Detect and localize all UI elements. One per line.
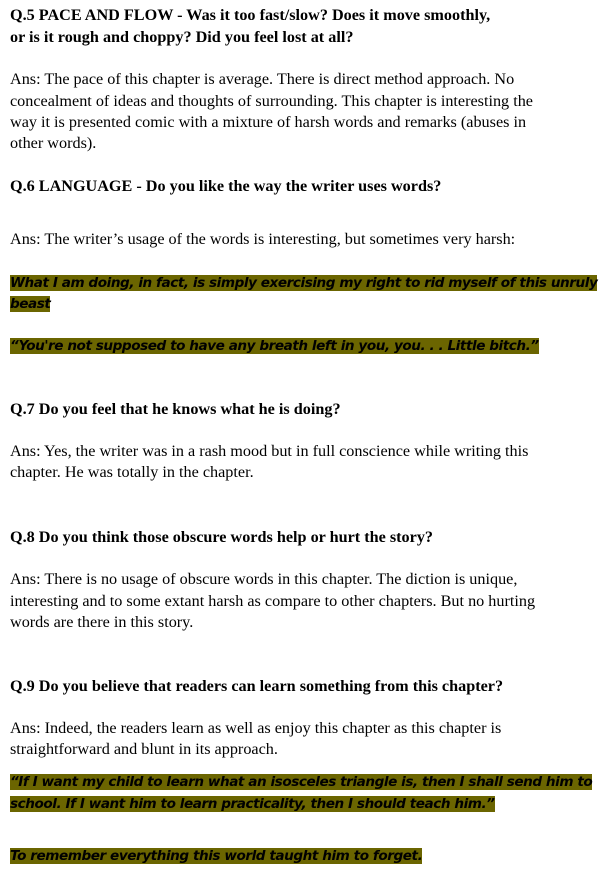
highlighted-quote: “You're not supposed to have any breath left in you, you. . . Little bitch.” [10, 338, 539, 354]
q5-heading-line-2: or is it rough and choppy? Did you feel lost at all? [10, 28, 354, 46]
q7-heading: Q.7 Do you feel that he knows what he is doing? [10, 400, 341, 418]
highlighted-quote: school. If I want him to learn practicality, then I should teach him.” [10, 796, 495, 812]
q5-heading-line-1: Q.5 PACE AND FLOW - Was it too fast/slow? Does it move smoothly, [10, 6, 491, 24]
q8-answer-line-3: words are there in this story. [10, 613, 194, 631]
highlighted-quote: What I am doing, in fact, is simply exercising my right to rid myself of this unruly [10, 275, 598, 291]
q9-quote-1-line-1 [10, 771, 592, 792]
q8-answer-line-2: interesting and to some extant harsh as compare to other chapters. But no hurting [10, 592, 536, 610]
highlighted-quote: To remember everything this world taught him to forget. [10, 848, 423, 864]
q9-quote-2 [10, 845, 422, 866]
q9-answer-line-1: Ans: Indeed, the readers learn as well as enjoy this chapter as this chapter is [10, 719, 502, 737]
q7-answer-line-1: Ans: Yes, the writer was in a rash mood but in full conscience while writing this [10, 442, 529, 460]
q5-answer-line-3: way it is presented comic with a mixture of harsh words and remarks (abuses in [10, 113, 527, 131]
q9-answer-line-2: straightforward and blunt in its approach. [10, 740, 278, 758]
q6-answer: Ans: The writer’s usage of the words is interesting, but sometimes very harsh: [10, 230, 516, 248]
q8-answer-line-1: Ans: There is no usage of obscure words in this chapter. The diction is unique, [10, 570, 518, 588]
q6-heading: Q.6 LANGUAGE - Do you like the way the writer uses words? [10, 177, 442, 195]
q8-heading: Q.8 Do you think those obscure words help or hurt the story? [10, 528, 434, 546]
q5-answer-line-2: concealment of ideas and thoughts of surrounding. This chapter is interesting the [10, 92, 533, 110]
q5-answer-line-4: other words). [10, 134, 97, 152]
q6-quote-1-line-2 [10, 293, 50, 314]
highlighted-quote: “If I want my child to learn what an isosceles triangle is, then I shall send him to [10, 774, 593, 790]
q6-quote-2 [10, 335, 539, 356]
q6-quote-1-line-1 [10, 272, 597, 293]
q9-heading: Q.9 Do you believe that readers can learn something from this chapter? [10, 677, 504, 695]
highlighted-quote: beast [10, 296, 51, 312]
q5-answer-line-1: Ans: The pace of this chapter is average. There is direct method approach. No [10, 70, 515, 88]
q9-quote-1-line-2 [10, 793, 495, 814]
q7-answer-line-2: chapter. He was totally in the chapter. [10, 463, 254, 481]
